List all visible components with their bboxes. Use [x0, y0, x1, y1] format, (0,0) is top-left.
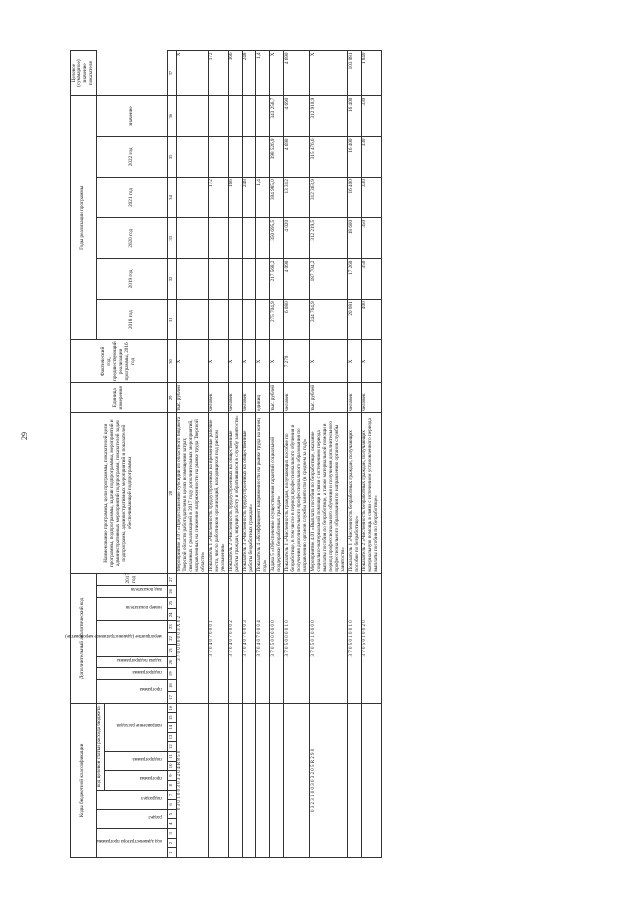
table-row: [270, 51, 284, 858]
column-index-cell: 30: [167, 340, 176, 383]
column-index-cell: 22: [167, 633, 176, 645]
year-value-cell-2021: 4 690: [284, 136, 310, 177]
header-2021: 2021 год: [96, 177, 167, 218]
fact-year-cell: X: [176, 340, 208, 383]
column-index-cell: 25: [167, 597, 176, 609]
year-value-cell-2022: 343 256,7: [270, 96, 284, 137]
column-index-cell: 2: [167, 838, 176, 848]
additional-code-cell: 3 7 0 5 0 1 0 0 1 0: [348, 574, 362, 704]
budget-code-cell: 0 3 2 3 1 0 0 3 0 3 2 0 5 R 2 9 0: [310, 703, 348, 857]
year-value-cell-2022: [176, 96, 208, 137]
header-add-program: программа: [96, 680, 167, 704]
unit-cell: человек: [361, 383, 381, 413]
item-name-cell: Мероприятие 4.01 «Выплата пособия по безработице, оказание социально-материальной помощи в связи с истечением периода выплаты пособия по безработице, а также материальной помощи в период профессионального обучения и получения дополнительного профессионального образования по направлению органов службы занятости»: [310, 413, 348, 574]
column-index-cell: 7: [167, 790, 176, 800]
unit-cell: единиц: [256, 383, 270, 413]
column-index-cell: 23: [167, 621, 176, 633]
item-name-cell: Мероприятие 3.07 «Предоставление субсидии из областного бюджета Тверской области работодателям в целях возмещения затрат, связанных с реализацией в 2017 году дополнительных мероприятий, направленных на снижение напряженности на рынке труда Тверской области»: [176, 413, 208, 574]
year-value-cell-2017: [228, 299, 242, 340]
year-value-cell-2019: [176, 218, 208, 259]
table-row: [176, 51, 208, 858]
header-2017: 2017 год: [96, 574, 167, 586]
year-value-cell-2017: [256, 299, 270, 340]
column-index-cell: 8: [167, 780, 176, 790]
target-value-cell: X: [176, 51, 208, 96]
additional-code-cell: 3 7 0 4 0 7 0 0 0 1: [208, 574, 228, 704]
table-row: [228, 51, 242, 858]
additional-code-cell: 3 7 0 5 0 1 0 0 2 0: [361, 574, 381, 704]
header-direction: направление расходов: [104, 703, 167, 751]
year-value-cell-2017: 6 080: [284, 299, 310, 340]
column-index-cell: 10: [167, 761, 176, 771]
column-index-cell: 5: [167, 809, 176, 819]
column-index-cell: 26: [167, 585, 176, 597]
item-name-cell: Задача 5 «Обеспечение осуществления гарантий социальной поддержки безработных граждан»: [270, 413, 284, 574]
header-budget-codes: Коды бюджетной классификации: [71, 703, 97, 857]
year-value-cell-2021: 330: [361, 136, 381, 177]
header-fact-year: Фактический год, предшествующий реализации программы, 2016 год: [71, 340, 168, 383]
year-value-cell-2018: 17 260: [348, 259, 362, 300]
header-code-admin: код администратора программы: [96, 829, 167, 858]
year-value-cell-2019: 18 600: [348, 218, 362, 259]
item-name-cell: Показатель 1 «Численность безработных граждан, получающих пособие по безработице»: [348, 413, 362, 574]
year-value-cell-2018: [242, 259, 256, 300]
year-value-cell-2018: [256, 259, 270, 300]
column-index-cell: 29: [167, 383, 176, 413]
year-value-cell-2022: 330: [361, 96, 381, 137]
year-value-cell-2020: 304 985,0: [270, 177, 284, 218]
additional-code-cell: 3 7 0 0 0 0 0 0 3 X 0 2: [176, 574, 208, 704]
fact-year-cell: X: [242, 340, 256, 383]
year-value-cell-2019: 4 020: [284, 218, 310, 259]
budget-code-cell: [348, 703, 362, 857]
item-name-cell: Показатель 1 «Численность граждан, получающих пособие по безработице, в том числе в период профессионального обучения и получения дополнительного профессионального образования по направлению органов службы занятости (в среднем за год)»: [284, 413, 310, 574]
column-index-cell: 27: [167, 574, 176, 586]
year-value-cell-2019: [242, 218, 256, 259]
target-value-cell: 1 840: [361, 51, 381, 96]
year-value-cell-2022: [256, 96, 270, 137]
budget-code-cell: [228, 703, 242, 857]
fact-year-cell: X: [348, 340, 362, 383]
column-index-cell: 37: [167, 51, 176, 96]
header-add-measure: мероприятие (административное мероприятие): [96, 621, 167, 656]
year-value-cell-2022: [228, 96, 242, 137]
year-value-cell-2018: 217 568,2: [270, 259, 284, 300]
year-value-cell-2020: 16 400: [348, 177, 362, 218]
year-value-cell-2018: 4 090: [284, 259, 310, 300]
year-value-cell-2022: [208, 96, 228, 137]
year-value-cell-2019: 350: [361, 218, 381, 259]
year-value-cell-2022: [242, 96, 256, 137]
year-value-cell-2020: [176, 177, 208, 218]
additional-code-cell: 3 7 0 5 0 0 0 0 1 0: [284, 574, 310, 704]
year-value-cell-2018: [208, 259, 228, 300]
column-index-cell: 9: [167, 771, 176, 781]
table-row: [242, 51, 256, 858]
column-index-cell: 14: [167, 723, 176, 733]
unit-cell: человек: [284, 383, 310, 413]
program-table: [65, 50, 382, 858]
year-value-cell-2020: 172: [208, 177, 228, 218]
year-value-cell-2020: 1,4: [256, 177, 270, 218]
budget-code-cell: 0 3 0 1 0 0 3 0 3 2 0 4 R 8 5 0: [176, 703, 208, 857]
year-value-cell-2017: 275 704,9: [270, 299, 284, 340]
year-value-cell-2017: 20 081: [348, 299, 362, 340]
year-value-cell-2018: [228, 259, 242, 300]
table-row: [284, 51, 310, 858]
header-target-article: код целевой статьи расхода бюджета: [96, 703, 104, 790]
column-index-cell: 33: [167, 218, 176, 259]
column-index-cell: 28: [167, 413, 176, 574]
budget-code-cell: [242, 703, 256, 857]
fact-year-cell: X: [361, 340, 381, 383]
table-body: [176, 51, 381, 858]
additional-code-cell: 3 7 0 5 0 1 0 0 0 0: [310, 574, 348, 704]
header-2020: 2020 год: [96, 218, 167, 259]
year-value-cell-2020: 330: [361, 177, 381, 218]
year-value-cell-2018: [176, 259, 208, 300]
year-value-cell-2021: [208, 136, 228, 177]
column-index-cell: 32: [167, 259, 176, 300]
header-indicator-type: вид показателя: [96, 585, 167, 597]
column-index-cell: 20: [167, 656, 176, 668]
unit-cell: тыс. рублей: [176, 383, 208, 413]
unit-cell: человек: [228, 383, 242, 413]
header-add-task: задача подпрограммы: [96, 656, 167, 668]
unit-cell: человек: [242, 383, 256, 413]
target-value-cell: 4 690: [284, 51, 310, 96]
target-value-cell: 172: [208, 51, 228, 96]
table-row: [208, 51, 228, 858]
item-name-cell: Показатель 2 «Численность безработных граждан, получающих материальную помощь в связи с истечением установленного периода выплаты пособия по безработице»: [361, 413, 381, 574]
target-value-cell: 103 081: [348, 51, 362, 96]
budget-code-cell: [284, 703, 310, 857]
rotated-table-container: [65, 50, 626, 858]
table-row: [256, 51, 270, 858]
header-value: значение: [96, 96, 167, 137]
table-row: [348, 51, 362, 858]
header-2022: 2022 год: [96, 136, 167, 177]
unit-cell: тыс. рублей: [310, 383, 348, 413]
additional-code-cell: 3 7 0 4 0 7 0 0 0 2: [228, 574, 242, 704]
year-value-cell-2021: 398 526,9: [270, 136, 284, 177]
header-program: программа: [104, 771, 167, 790]
column-index-cell: 19: [167, 668, 176, 680]
column-index-cell: 12: [167, 742, 176, 752]
year-value-cell-2020: 13 312: [284, 177, 310, 218]
column-index-cell: 3: [167, 829, 176, 839]
year-value-cell-2022: 312 910,9: [310, 96, 348, 137]
year-value-cell-2019: [208, 218, 228, 259]
target-value-cell: X: [310, 51, 348, 96]
item-name-cell: Показатель 3 «Численность трудоустроенных на общественные работы безработных граждан»: [242, 413, 256, 574]
additional-code-cell: 3 7 0 4 0 7 0 0 0 3: [242, 574, 256, 704]
fact-year-cell: X: [208, 340, 228, 383]
header-target: Целевое (суммарное) значение показателя: [71, 51, 97, 96]
additional-code-cell: 3 7 0 5 0 0 0 0 0 0: [270, 574, 284, 704]
year-value-cell-2021: 315 476,6: [310, 136, 348, 177]
header-section: раздел: [96, 809, 167, 828]
column-index-cell: 18: [167, 680, 176, 692]
column-index-cell: 11: [167, 751, 176, 761]
item-name-cell: Показатель 2 «Численность трудоустроенных на общественные работы граждан, ищущих работу и обратившихся в службу занятости»: [228, 413, 242, 574]
year-value-cell-2022: 16 400: [348, 96, 362, 137]
year-value-cell-2021: [176, 136, 208, 177]
target-value-cell: 248: [242, 51, 256, 96]
column-index-cell: 24: [167, 609, 176, 621]
year-value-cell-2019: [256, 218, 270, 259]
year-value-cell-2022: 4 690: [284, 96, 310, 137]
year-value-cell-2017: 244 764,9: [310, 299, 348, 340]
column-index-cell: 34: [167, 177, 176, 218]
column-index-cell: 35: [167, 136, 176, 177]
year-value-cell-2017: 400: [361, 299, 381, 340]
year-value-cell-2017: [176, 299, 208, 340]
year-value-cell-2020: 248: [242, 177, 256, 218]
fact-year-cell: X: [310, 340, 348, 383]
column-index-cell: 1: [167, 848, 176, 858]
year-value-cell-2021: 16 400: [348, 136, 362, 177]
year-value-cell-2020: 166: [228, 177, 242, 218]
unit-cell: человек: [208, 383, 228, 413]
header-2019: 2019 год: [96, 259, 167, 300]
column-index-cell: 21: [167, 644, 176, 656]
target-value-cell: 1,4: [256, 51, 270, 96]
budget-code-cell: [270, 703, 284, 857]
header-additional-codes: Дополнительный аналитический код: [71, 574, 97, 704]
additional-code-cell: 3 7 0 4 0 7 0 0 0 4: [256, 574, 270, 704]
column-index-cell: 13: [167, 732, 176, 742]
fact-year-cell: X: [228, 340, 242, 383]
column-index-cell: 6: [167, 800, 176, 810]
fact-year-cell: X: [256, 340, 270, 383]
year-value-cell-2019: 350 695,5: [270, 218, 284, 259]
column-index-cell: 15: [167, 713, 176, 723]
table-row: [310, 51, 348, 858]
column-index-cell: 16: [167, 703, 176, 713]
header-subprogram: подпрограмма: [104, 751, 167, 770]
year-value-cell-2021: [228, 136, 242, 177]
header-add-subprogram: подпрограмма: [96, 668, 167, 680]
header-subsection: подраздел: [96, 790, 167, 809]
column-index-row: [167, 51, 176, 858]
header-unit: Единица измерения: [71, 383, 168, 413]
header-indicator-number: номер показателя: [96, 597, 167, 621]
header-years: Годы реализации программы: [71, 96, 97, 340]
page-number: 29: [20, 432, 29, 440]
year-value-cell-2020: 312 363,9: [310, 177, 348, 218]
year-value-cell-2021: [256, 136, 270, 177]
target-value-cell: X: [270, 51, 284, 96]
year-value-cell-2017: [208, 299, 228, 340]
item-name-cell: Показатель 1 «Численность трудоустроенных на временные рабочие места, число работников организаций, находящихся под риском увольнения»: [208, 413, 228, 574]
year-value-cell-2018: 350: [361, 259, 381, 300]
budget-code-cell: [256, 703, 270, 857]
column-index-cell: 31: [167, 299, 176, 340]
budget-code-cell: [361, 703, 381, 857]
year-value-cell-2018: 187 704,2: [310, 259, 348, 300]
column-index-cell: 17: [167, 691, 176, 703]
year-value-cell-2021: [242, 136, 256, 177]
year-value-cell-2019: [228, 218, 242, 259]
fact-year-cell: X: [270, 340, 284, 383]
unit-cell: человек: [348, 383, 362, 413]
unit-cell: тыс. рублей: [270, 383, 284, 413]
fact-year-cell: 7 270: [284, 340, 310, 383]
column-index-cell: 4: [167, 819, 176, 829]
column-index-cell: 36: [167, 96, 176, 137]
year-value-cell-2017: [242, 299, 256, 340]
item-name-cell: Показатель 4 «Коэффициент напряженности на рынке труда на конец года»: [256, 413, 270, 574]
year-value-cell-2019: 312 219,5: [310, 218, 348, 259]
table-row: [361, 51, 381, 858]
header-2018: 2018 год: [96, 299, 167, 340]
budget-code-cell: [208, 703, 228, 857]
target-value-cell: 166: [228, 51, 242, 96]
header-name: Наименование программы, цели программы, показателей цели программы, подпрограммы, задачи подпрограммы, мероприятий и административных мероприятий подпрограмм, показателей задач подпрограмм, административных мероприятий и показателей обеспечивающей подпрограммы: [71, 413, 168, 574]
